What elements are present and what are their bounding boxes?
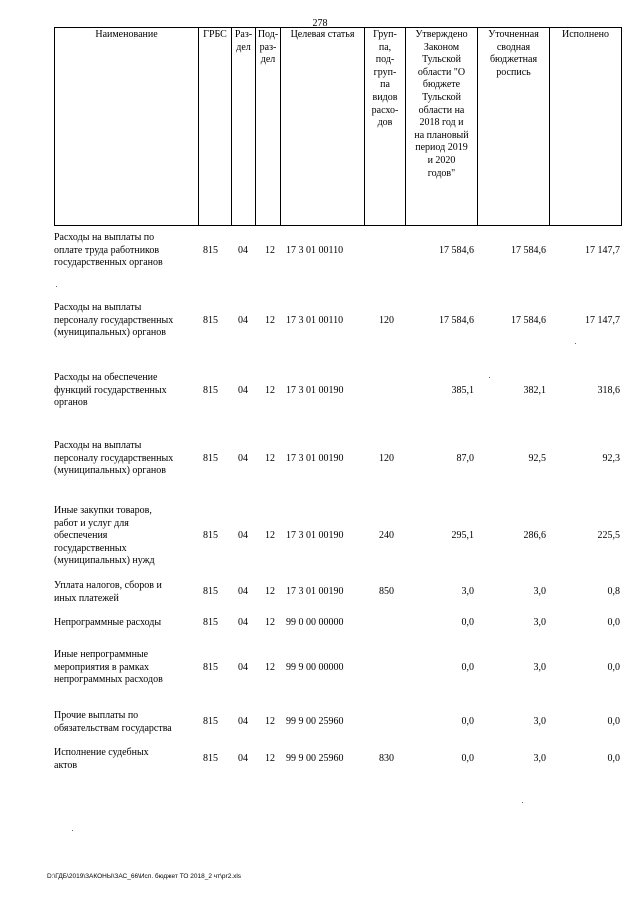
scan-speck [522,802,523,803]
refined-amount: 3,0 [533,662,546,673]
executed-amount: 17 147,7 [585,245,620,256]
header-line: годов" [427,167,456,179]
razdel-code: 04 [238,315,248,326]
header-line: бюджете [422,79,461,91]
header-line: Утверждено [415,29,468,40]
grbs-code: 815 [203,315,218,326]
table-header [54,27,622,226]
executed-amount: 225,5 [597,530,620,541]
razdel-code: 04 [238,753,248,764]
approved-amount: 0,0 [461,662,474,673]
row-name-line: персоналу государственных [54,452,174,464]
executed-amount: 0,0 [607,617,620,628]
header-line: период 2019 [415,142,468,154]
grbs-code: 815 [203,716,218,727]
header-line: Груп- [373,29,397,40]
row-name [54,649,194,687]
expense-group: 120 [379,315,394,326]
target-article: 17 3 01 00190 [286,453,344,464]
grbs-code: 815 [203,753,218,764]
header-line: под- [375,54,395,66]
header-name [55,28,199,226]
row-name-line: Расходы на выплаты [54,302,142,313]
row-name-line: обеспечения [54,530,108,542]
header-line: Целевая статья [290,29,355,40]
target-article: 17 3 01 00190 [286,586,344,597]
expense-group: 850 [379,586,394,597]
podrazdel-code: 12 [265,753,275,764]
target-article: 17 3 01 00190 [286,530,344,541]
target-article: 99 9 00 25960 [286,753,344,764]
row-name-line: мероприятия в рамках [54,661,150,673]
header-grbs [199,28,232,226]
podrazdel-code: 12 [265,586,275,597]
refined-amount: 3,0 [533,753,546,764]
podrazdel-code: 12 [265,530,275,541]
grbs-code: 815 [203,385,218,396]
grbs-code: 815 [203,662,218,673]
row-name-line: Прочие выплаты по [54,710,139,721]
approved-amount: 17 584,6 [439,315,474,326]
target-article: 99 9 00 25960 [286,716,344,727]
approved-amount: 0,0 [461,753,474,764]
header-line: па, [378,41,392,53]
refined-amount: 3,0 [533,617,546,628]
podrazdel-code: 12 [265,385,275,396]
header-line: дел [236,41,251,53]
row-name-line: органов [54,397,88,409]
header-line: видов [372,91,398,103]
header-refined-budget [478,28,550,226]
row-name-line: обязательствам государства [54,722,172,734]
header-line: расхо- [371,104,399,116]
header-line: Исполнено [561,29,609,40]
row-name-line: функций государственных [54,384,167,396]
refined-amount: 17 584,6 [511,245,546,256]
target-article: 99 0 00 00000 [286,617,344,628]
row-name-line: работ и услуг для [54,517,129,529]
razdel-code: 04 [238,453,248,464]
header-line: 2018 год и [419,117,464,129]
razdel-code: 04 [238,245,248,256]
row-name-line: Исполнение судебных [54,747,149,758]
refined-amount: 17 584,6 [511,315,546,326]
header-line: сводная [496,41,531,53]
podrazdel-code: 12 [265,716,275,727]
scan-speck [489,377,490,378]
header-line: па [380,79,390,91]
row-name-line: непрограммных расходов [54,674,163,686]
header-line: дов [377,117,393,129]
row-name [54,580,194,605]
razdel-code: 04 [238,530,248,541]
header-line: Раз- [234,29,253,40]
footer-file-path: D:\ГДБ\2019\ЗАКОНЫ\ЗАС_66\Исп. бюджет ТО 2018_2 чт\pr2.xls [47,873,242,880]
razdel-code: 04 [238,662,248,673]
approved-amount: 385,1 [451,385,474,396]
header-expense-group [365,28,406,226]
grbs-code: 815 [203,586,218,597]
row-name [54,617,194,630]
grbs-code: 815 [203,245,218,256]
refined-amount: 286,6 [523,530,546,541]
executed-amount: 0,8 [607,586,620,597]
row-name [54,505,194,568]
podrazdel-code: 12 [265,453,275,464]
row-name-line: Уплата налогов, сборов и [54,580,162,591]
expense-group: 240 [379,530,394,541]
executed-amount: 17 147,7 [585,315,620,326]
approved-amount: 0,0 [461,716,474,727]
row-name-line: персоналу государственных [54,314,174,326]
scan-speck [575,343,576,344]
grbs-code: 815 [203,530,218,541]
header-line: и 2020 [427,154,456,166]
razdel-code: 04 [238,385,248,396]
row-name-line: оплате труда работников [54,244,160,256]
refined-amount: 92,5 [528,453,546,464]
header-line: Законом [423,41,460,53]
executed-amount: 318,6 [597,385,620,396]
header-line: Тульской [422,91,461,103]
row-name [54,302,194,340]
executed-amount: 0,0 [607,716,620,727]
header-line: раз- [259,41,277,53]
header-line: Уточненная [488,29,539,40]
podrazdel-code: 12 [265,315,275,326]
razdel-code: 04 [238,617,248,628]
header-line: Наименование [95,29,158,40]
row-name [54,232,194,270]
grbs-code: 815 [203,617,218,628]
razdel-code: 04 [238,586,248,597]
header-podrazdel [256,28,281,226]
razdel-code: 04 [238,716,248,727]
row-name-line: Иные закупки товаров, [54,505,152,516]
row-name-line: (муниципальных) нужд [54,555,155,567]
executed-amount: 0,0 [607,753,620,764]
header-executed [550,28,622,226]
header-line: области на [418,104,465,116]
header-approved [406,28,478,226]
header-line: роспись [496,66,531,78]
row-name-line: иных платежей [54,592,119,604]
refined-amount: 382,1 [523,385,546,396]
target-article: 17 3 01 00190 [286,385,344,396]
grbs-code: 815 [203,453,218,464]
refined-amount: 3,0 [533,586,546,597]
approved-amount: 0,0 [461,617,474,628]
header-line: бюджетная [489,54,538,66]
row-name-line: Расходы на выплаты по [54,232,155,243]
row-name-line: государственных органов [54,257,163,269]
header-razdel [232,28,256,226]
approved-amount: 17 584,6 [439,245,474,256]
scan-speck [56,286,57,287]
executed-amount: 0,0 [607,662,620,673]
row-name-line: Непрограммные расходы [54,617,162,628]
header-line: области "О [417,66,466,78]
header-target-article [281,28,365,226]
target-article: 17 3 01 00110 [286,315,344,326]
row-name-line: (муниципальных) органов [54,327,167,339]
row-name-line: Расходы на выплаты [54,440,142,451]
expense-group: 830 [379,753,394,764]
row-name-line: Иные непрограммные [54,649,149,660]
row-name [54,747,194,772]
header-line: Под- [257,29,279,40]
executed-amount: 92,3 [602,453,620,464]
scan-speck [72,830,73,831]
header-line: дел [260,54,276,66]
row-name [54,440,194,478]
refined-amount: 3,0 [533,716,546,727]
row-name-line: государственных [54,542,127,554]
row-name [54,710,194,735]
row-name [54,372,194,410]
expense-group: 120 [379,453,394,464]
podrazdel-code: 12 [265,662,275,673]
target-article: 99 9 00 00000 [286,662,344,673]
approved-amount: 87,0 [456,453,474,464]
header-line: груп- [373,66,397,78]
header-line: ГРБС [203,29,227,40]
target-article: 17 3 01 00110 [286,245,344,256]
header-line: на плановый [414,129,469,141]
podrazdel-code: 12 [265,245,275,256]
row-name-line: (муниципальных) органов [54,465,167,477]
row-name-line: актов [54,759,78,771]
approved-amount: 295,1 [451,530,474,541]
row-name-line: Расходы на обеспечение [54,372,158,383]
header-line: Тульской [422,54,461,66]
page-number: 278 [312,18,328,29]
podrazdel-code: 12 [265,617,275,628]
approved-amount: 3,0 [461,586,474,597]
